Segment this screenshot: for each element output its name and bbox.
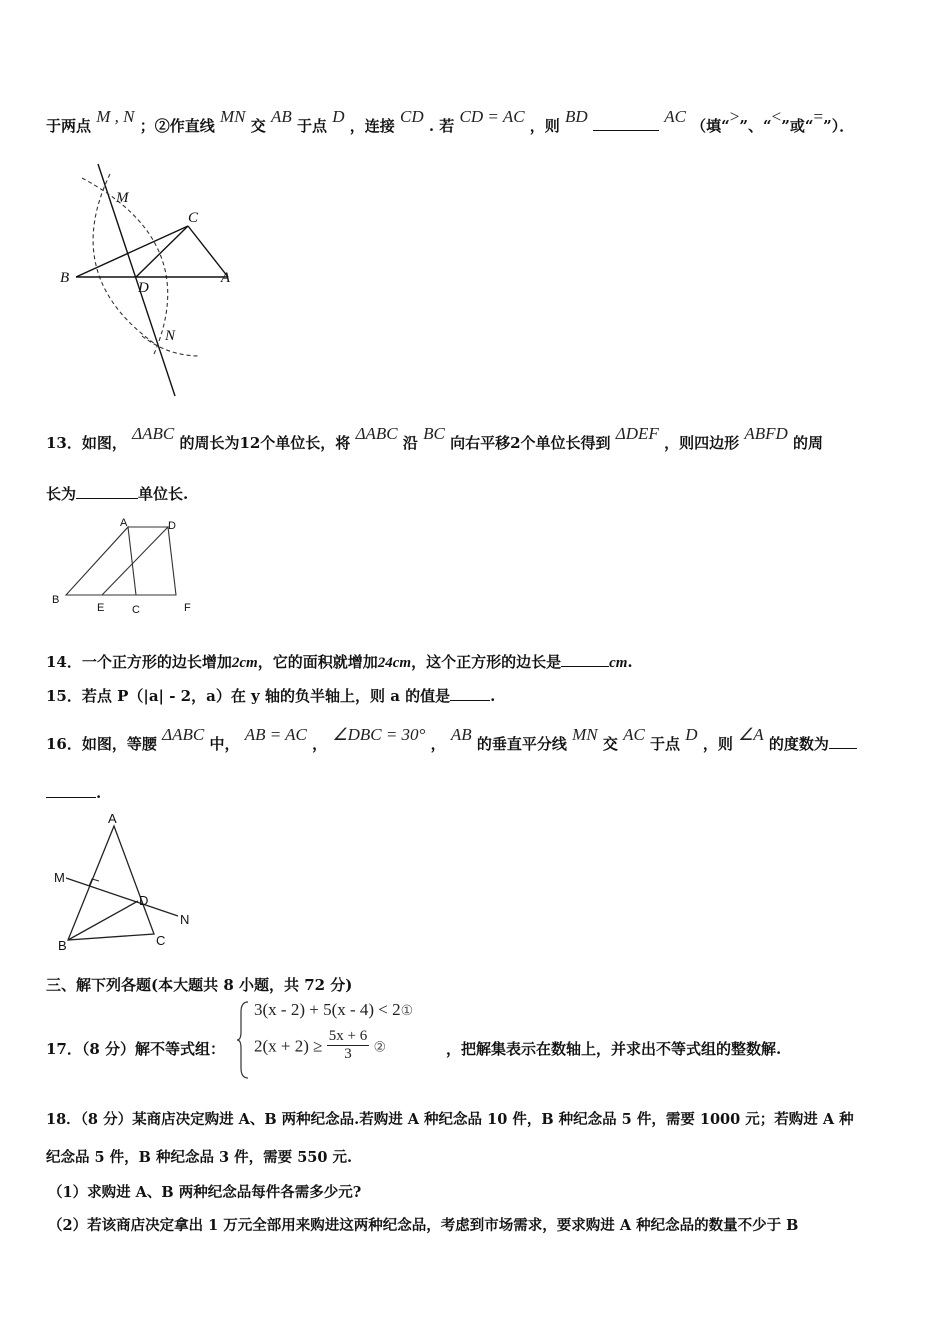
label-e: E: [97, 602, 105, 614]
q12-text: ，则: [529, 117, 560, 135]
q12-text: 于点: [296, 117, 327, 135]
q12-text: . 若: [428, 117, 455, 135]
section-3-heading: 三、解下列各题(本大题共 8 小题，共 72 分): [46, 976, 353, 994]
q13-line1: [46, 424, 823, 453]
label-d: D: [139, 893, 149, 908]
q14-value: 24cm: [377, 655, 412, 671]
q12-math: CD = AC: [459, 107, 525, 126]
q16-math: AB = AC: [244, 725, 307, 744]
q12-math: CD: [400, 107, 424, 126]
q12-symbol: <: [771, 107, 782, 126]
q16-text: ，: [430, 735, 446, 753]
q13-number: 13．如图，: [46, 434, 127, 452]
q13-text: 单位长.: [138, 485, 189, 503]
label-n: N: [165, 328, 176, 344]
q17-inequality-1: [254, 1000, 413, 1020]
label-b: B: [58, 938, 67, 953]
q14-text: .: [627, 653, 633, 671]
q15-text: .: [490, 687, 496, 705]
q12-math: D: [332, 107, 345, 126]
q13-text: 向右平移2个单位长得到: [450, 434, 611, 452]
q12-math: M , N: [96, 107, 135, 126]
q14-text: ，它的面积就增加: [257, 653, 378, 671]
q12-math: AC: [664, 107, 686, 126]
q18-line1: 18．（8 分）某商店决定购进 A、B 两种纪念品.若购进 A 种纪念品 10 件，B 种纪念品 5 件，需要 1000 元；若购进 A 种: [46, 1111, 854, 1128]
label-d: D: [138, 280, 149, 296]
q13-math: ΔABC: [355, 424, 398, 443]
label-b: B: [52, 594, 60, 606]
label-m: M: [116, 190, 129, 206]
q16-number: 16．如图，等腰: [46, 735, 157, 753]
segment-bd: [68, 901, 138, 940]
triangle-def: [102, 527, 176, 595]
q14-answer-blank[interactable]: [561, 652, 609, 667]
q16-math: D: [685, 725, 698, 744]
label-f: F: [184, 602, 191, 614]
figure-q12: [50, 160, 230, 405]
q17-ineq2-left: 2(x + 2) ≥: [254, 1036, 323, 1056]
q13-text: 长为: [46, 485, 77, 503]
q16-text: ，: [312, 735, 328, 753]
figure-q16: [48, 812, 198, 954]
q13-answer-blank[interactable]: [76, 484, 138, 499]
q16-math: AB: [450, 725, 472, 744]
q14-unit: cm: [609, 655, 628, 671]
q16-answer-blank-cont[interactable]: [46, 783, 96, 798]
q16-math: ∠A: [738, 725, 764, 744]
label-a: A: [108, 812, 117, 826]
q13-math: BC: [423, 424, 445, 443]
q12-text: ”或“: [781, 117, 814, 135]
q12-answer-blank[interactable]: [593, 116, 659, 131]
label-c: C: [188, 210, 199, 226]
q12-math: MN: [219, 107, 246, 126]
q13-text: 的周长为12个单位长，将: [179, 434, 351, 452]
segment-bc: [76, 226, 188, 277]
q16-answer-blank[interactable]: [829, 734, 857, 749]
label-c: C: [156, 933, 166, 948]
q16-math: AC: [623, 725, 645, 744]
q17-inequality-2: [254, 1030, 386, 1065]
q17-circle-1: ①: [400, 1004, 414, 1019]
q12-text: （填“: [691, 117, 730, 135]
q16-text: 交: [602, 735, 618, 753]
q16-line2: [46, 783, 101, 802]
q13-text: 沿: [402, 434, 418, 452]
q13-text: ，则四边形: [664, 434, 740, 452]
q17-tail: [446, 1038, 781, 1059]
q16-math: ∠DBC = 30°: [332, 725, 426, 744]
q15-answer-blank[interactable]: [450, 686, 490, 701]
label-b: B: [60, 270, 70, 286]
triangle-abc: [66, 527, 136, 595]
q16-math: ΔABC: [162, 725, 205, 744]
q17-fraction: [327, 1028, 369, 1063]
q17-fraction-numerator: 5x + 6: [328, 1028, 368, 1044]
q14-text: ，这个正方形的边长是: [411, 653, 562, 671]
figure-q13: [46, 515, 206, 620]
q17-ineq1-text: 3(x - 2) + 5(x - 4) < 2: [254, 1000, 401, 1019]
q17-fraction-denominator: 3: [344, 1046, 352, 1062]
q12-text: 于两点: [46, 117, 92, 135]
line-mn: [98, 164, 175, 396]
label-a: A: [220, 270, 230, 286]
segment-cd: [136, 226, 188, 277]
q17-brace: [236, 1000, 250, 1080]
q14-line: [46, 651, 633, 672]
q16-math: MN: [572, 725, 598, 744]
label-d: D: [168, 520, 176, 532]
q12-text: ；②作直线: [139, 117, 215, 135]
label-c: C: [132, 604, 140, 616]
q12-text: 交: [250, 117, 266, 135]
q16-text: 的垂直平分线: [476, 735, 567, 753]
q16-text: 于点: [650, 735, 681, 753]
q13-math: ABFD: [744, 424, 788, 443]
q14-text: 14．一个正方形的边长增加: [46, 653, 232, 671]
q17-prompt: [46, 1038, 225, 1059]
q17-circle-2: ②: [373, 1040, 387, 1056]
q18-line2: 纪念品 5 件，B 种纪念品 3 件，需要 550 元.: [46, 1149, 353, 1166]
q18-part2: （2）若该商店决定拿出 1 万元全部用来购进这两种纪念品，考虑到市场需求，要求购进 A 种纪念品的数量不少于 B: [48, 1217, 799, 1234]
q12-tail-line: [46, 107, 855, 136]
q12-text: ”）．: [823, 117, 855, 135]
q18-part1: （1）求购进 A、B 两种纪念品每件各需多少元?: [48, 1184, 362, 1201]
q14-value: 2cm: [231, 655, 258, 671]
label-m: M: [54, 870, 65, 885]
q16-line1: [46, 725, 857, 754]
q17-text: 17．（8 分）解不等式组：: [46, 1040, 226, 1058]
q17-text: ，把解集表示在数轴上，并求出不等式组的整数解.: [446, 1040, 782, 1058]
label-n: N: [180, 912, 190, 927]
q12-math: BD: [565, 107, 588, 126]
q12-text: ”、“: [739, 117, 772, 135]
q16-text: ，则: [702, 735, 733, 753]
q12-symbol: =: [813, 107, 824, 126]
q12-math: AB: [270, 107, 292, 126]
q13-line2: [46, 483, 188, 504]
q13-text: 的周: [792, 434, 823, 452]
q15-line: [46, 685, 495, 706]
q16-text: 中，: [209, 735, 240, 753]
q13-math: ΔABC: [132, 424, 175, 443]
q12-symbol: >: [729, 107, 740, 126]
q16-text: .: [96, 784, 102, 802]
q12-text: ，连接: [349, 117, 395, 135]
q15-text: 15．若点 P（|a| - 2，a）在 y 轴的负半轴上，则 a 的值是: [46, 687, 451, 705]
q16-text: 的度数为: [768, 735, 829, 753]
label-a: A: [120, 517, 128, 529]
q13-math: ΔDEF: [615, 424, 659, 443]
